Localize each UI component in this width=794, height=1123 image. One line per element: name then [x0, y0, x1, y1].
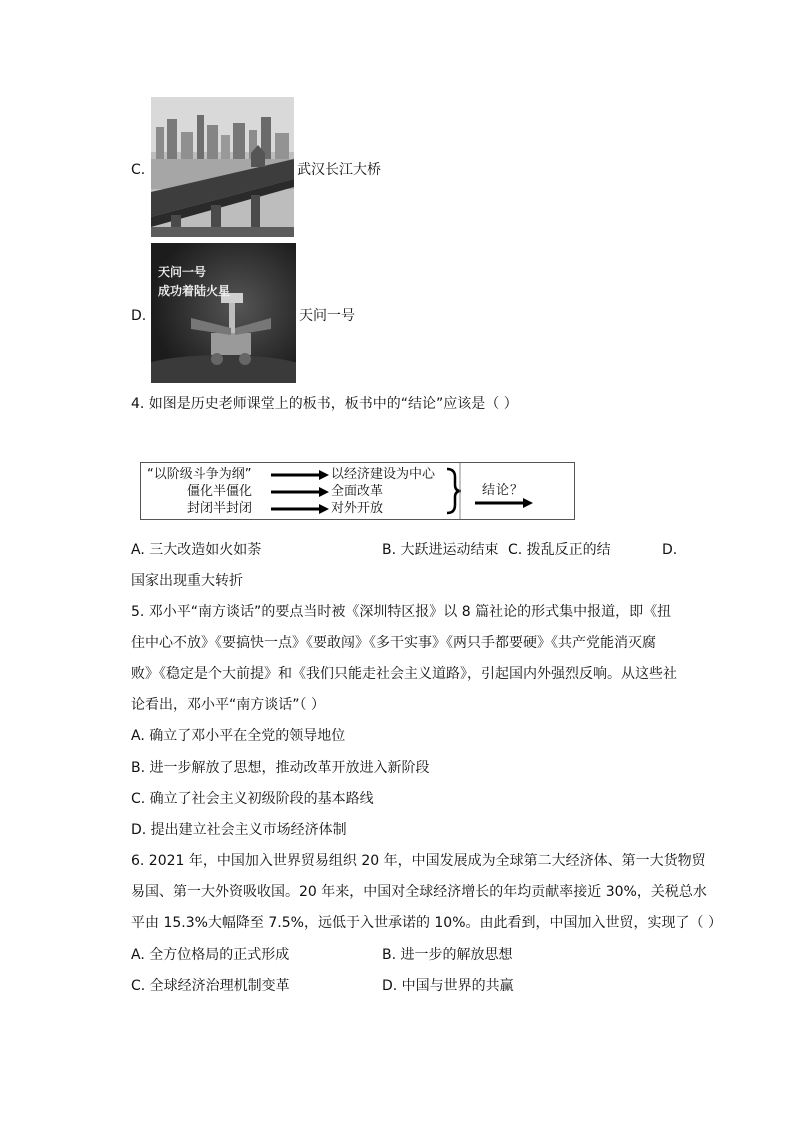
q5-stem-line-1: 5. 邓小平“南方谈话”的要点当时被《深圳特区报》以 8 篇社论的形式集中报道，即《扭	[131, 604, 672, 620]
q4-option-a: A. 三大改造如火如荼	[131, 542, 262, 558]
q5-option-b: B. 进一步解放了思想，推动改革开放进入新阶段	[131, 760, 430, 776]
option-c-letter: C.	[131, 162, 146, 178]
q4-stem: 4. 如图是历史老师课堂上的板书，板书中的“结论”应该是（ ）	[131, 396, 518, 412]
q5-stem-line-2: 住中心不放》《要搞快一点》《要敢闯》《多干实事》《两只手都要硬》《共产党能消灭腐	[131, 635, 656, 651]
board-conclusion: 结论？	[482, 483, 525, 498]
q6-stem-line-2: 易国、第一大外资吸收国。20 年来，中国对全球经济增长的年均贡献率接近 30%，关税总水	[131, 884, 707, 900]
image-text-line-1: 天问一号	[158, 265, 207, 279]
q6-option-c: C. 全球经济治理机制变革	[131, 978, 290, 994]
board-row-3-left: 封闭半封闭	[187, 501, 253, 516]
q6-option-a: A. 全方位格局的正式形成	[131, 947, 290, 963]
board-row-1-left: “以阶级斗争为纲”	[147, 467, 252, 482]
q5-stem-line-4: 论看出，邓小平“南方谈话”（ ）	[131, 697, 325, 713]
q6-option-b: B. 进一步的解放思想	[382, 947, 513, 963]
q4-option-b: B. 大跃进运动结束	[382, 542, 499, 558]
q4-option-wrap: 国家出现重大转折	[131, 573, 243, 589]
board-row-3-right: 对外开放	[331, 501, 384, 516]
q5-stem-line-3: 败》《稳定是个大前提》和《我们只能走社会主义道路》，引起国内外强烈反响。从这些社	[131, 666, 677, 682]
image-text-line-2: 成功着陆火星	[158, 284, 231, 298]
wuhan-bridge-photo	[151, 97, 294, 237]
q4-option-d: D.	[662, 542, 678, 558]
blackboard-diagram	[140, 462, 575, 520]
q5-option-d: D. 提出建立社会主义市场经济体制	[131, 822, 347, 838]
q6-stem-line-1: 6. 2021 年，中国加入世界贸易组织 20 年，中国发展成为全球第二大经济体、第一大货物贸	[131, 853, 706, 869]
board-row-2-right: 全面改革	[331, 484, 384, 499]
option-c-caption: 武汉长江大桥	[297, 162, 381, 178]
option-d-caption: 天问一号	[299, 308, 355, 324]
q5-option-c: C. 确立了社会主义初级阶段的基本路线	[131, 791, 374, 807]
q4-option-c: C. 拨乱反正的结	[508, 542, 611, 558]
tianwen-rover-photo	[151, 243, 296, 383]
option-d-letter: D.	[131, 308, 147, 324]
board-row-1-right: 以经济建设为中心	[331, 467, 436, 482]
q6-stem-line-3: 平由 15.3%大幅降至 7.5%，远低于入世承诺的 10%。由此看到，中国加入世贸，实现了（ ）	[131, 915, 722, 931]
board-row-2-left: 僵化半僵化	[187, 484, 253, 499]
q6-option-d: D. 中国与世界的共赢	[382, 978, 514, 994]
q5-option-a: A. 确立了邓小平在全党的领导地位	[131, 728, 346, 744]
